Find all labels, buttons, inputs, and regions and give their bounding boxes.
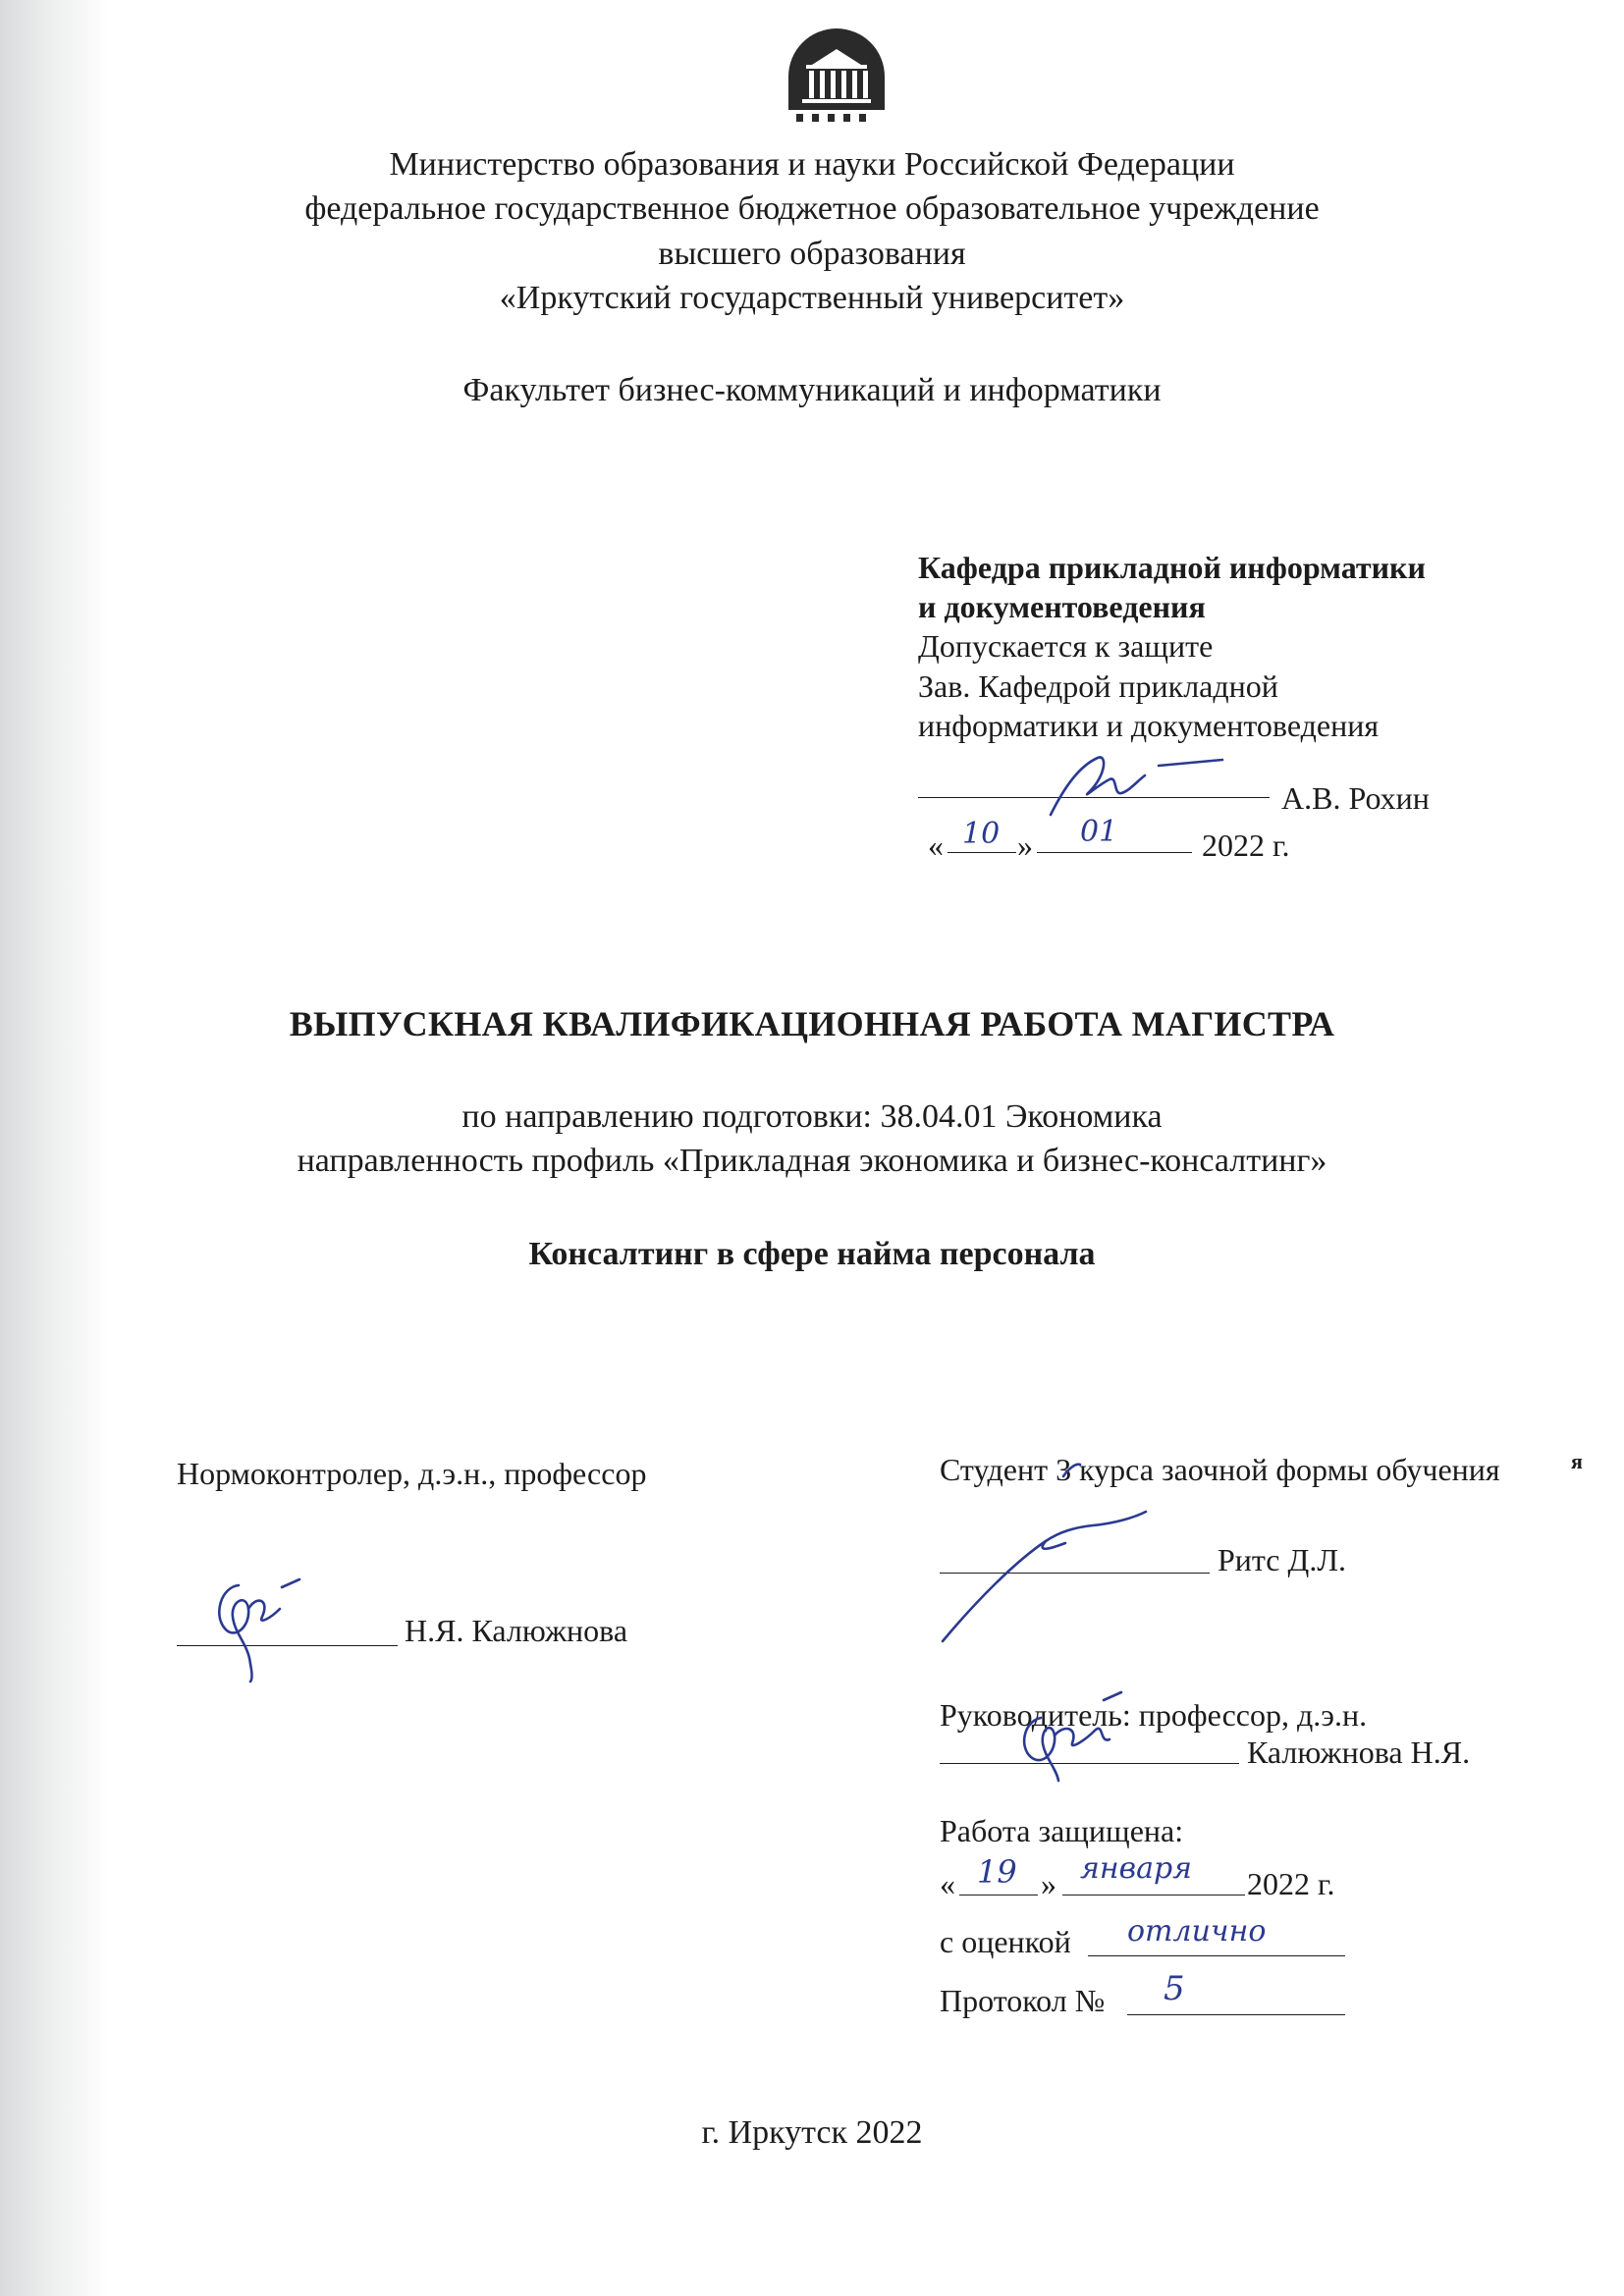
city-year: г. Иркутск 2022	[701, 2114, 923, 2151]
defense-date-day-line	[959, 1895, 1038, 1896]
approval-date-day-line	[947, 852, 1016, 853]
head-signature-icon	[1011, 746, 1237, 825]
supervisor-label: Руководитель: профессор, д.э.н.	[940, 1697, 1368, 1733]
head-title-line-2: информатики и документоведения	[918, 708, 1380, 743]
approval-date-day: 10	[962, 817, 1001, 851]
head-name: А.В. Рохин	[1281, 780, 1430, 816]
department-line-1: Кафедра прикладной информатики	[918, 550, 1426, 585]
normcontrol-signature-icon	[191, 1566, 319, 1683]
defense-label: Работа защищена:	[940, 1813, 1184, 1848]
institution-level-line: высшего образования	[658, 236, 966, 272]
approval-date-close-quote: »	[1017, 828, 1033, 863]
student-name: Ритс Д.Л.	[1218, 1542, 1347, 1577]
approval-date-month: 01	[1080, 815, 1118, 849]
approval-date-open-quote: «	[928, 828, 944, 863]
approval-date-year: 2022 г.	[1202, 828, 1290, 863]
thesis-topic: Консалтинг в сфере найма персонала	[528, 1236, 1096, 1272]
student-signature-icon	[928, 1453, 1164, 1649]
faculty-name: Факультет бизнес-коммуникаций и информатики	[462, 372, 1162, 408]
normcontrol-label: Нормоконтролер, д.э.н., профессор	[177, 1456, 647, 1491]
thesis-direction: по направлению подготовки: 38.04.01 Экономика	[461, 1098, 1163, 1135]
department-line-2: и документоведения	[918, 589, 1206, 624]
protocol-value: 5	[1164, 1969, 1185, 2008]
grade-line	[1088, 1955, 1345, 1956]
defense-date-day: 19	[977, 1853, 1017, 1891]
stray-mark: я	[1571, 1449, 1583, 1473]
approval-date-month-line	[1037, 852, 1192, 853]
defense-date-close-quote: »	[1041, 1866, 1056, 1901]
supervisor-name: Калюжнова Н.Я.	[1247, 1735, 1471, 1770]
defense-date-open-quote: «	[940, 1866, 955, 1901]
defense-date-month-line	[1062, 1895, 1245, 1896]
thesis-profile: направленность профиль «Прикладная экономика и бизнес-консалтинг»	[297, 1143, 1327, 1179]
defense-date-month: января	[1080, 1851, 1193, 1886]
ministry-line: Министерство образования и науки Российской Федерации	[389, 146, 1235, 183]
thesis-type-title: ВЫПУСКНАЯ КВАЛИФИКАЦИОННАЯ РАБОТА МАГИСТРА	[289, 1004, 1335, 1043]
protocol-label: Протокол №	[940, 1983, 1106, 2018]
protocol-line	[1127, 2014, 1345, 2015]
supervisor-signature-icon	[1001, 1679, 1159, 1787]
head-title-line-1: Зав. Кафедрой прикладной	[918, 668, 1278, 704]
defense-date-year: 2022 г.	[1247, 1866, 1335, 1901]
student-label: Студент 3 курса заочной формы обучения	[940, 1452, 1500, 1487]
institution-type-line: федеральное государственное бюджетное образовательное учреждение	[304, 190, 1320, 227]
admitted-to-defense: Допускается к защите	[918, 628, 1214, 664]
university-logo-icon	[783, 26, 891, 124]
university-name: «Иркутский государственный университет»	[499, 280, 1125, 316]
grade-value: отлично	[1127, 1914, 1267, 1949]
grade-label: с оценкой	[940, 1924, 1071, 1959]
normcontrol-name: Н.Я. Калюжнова	[405, 1613, 628, 1648]
